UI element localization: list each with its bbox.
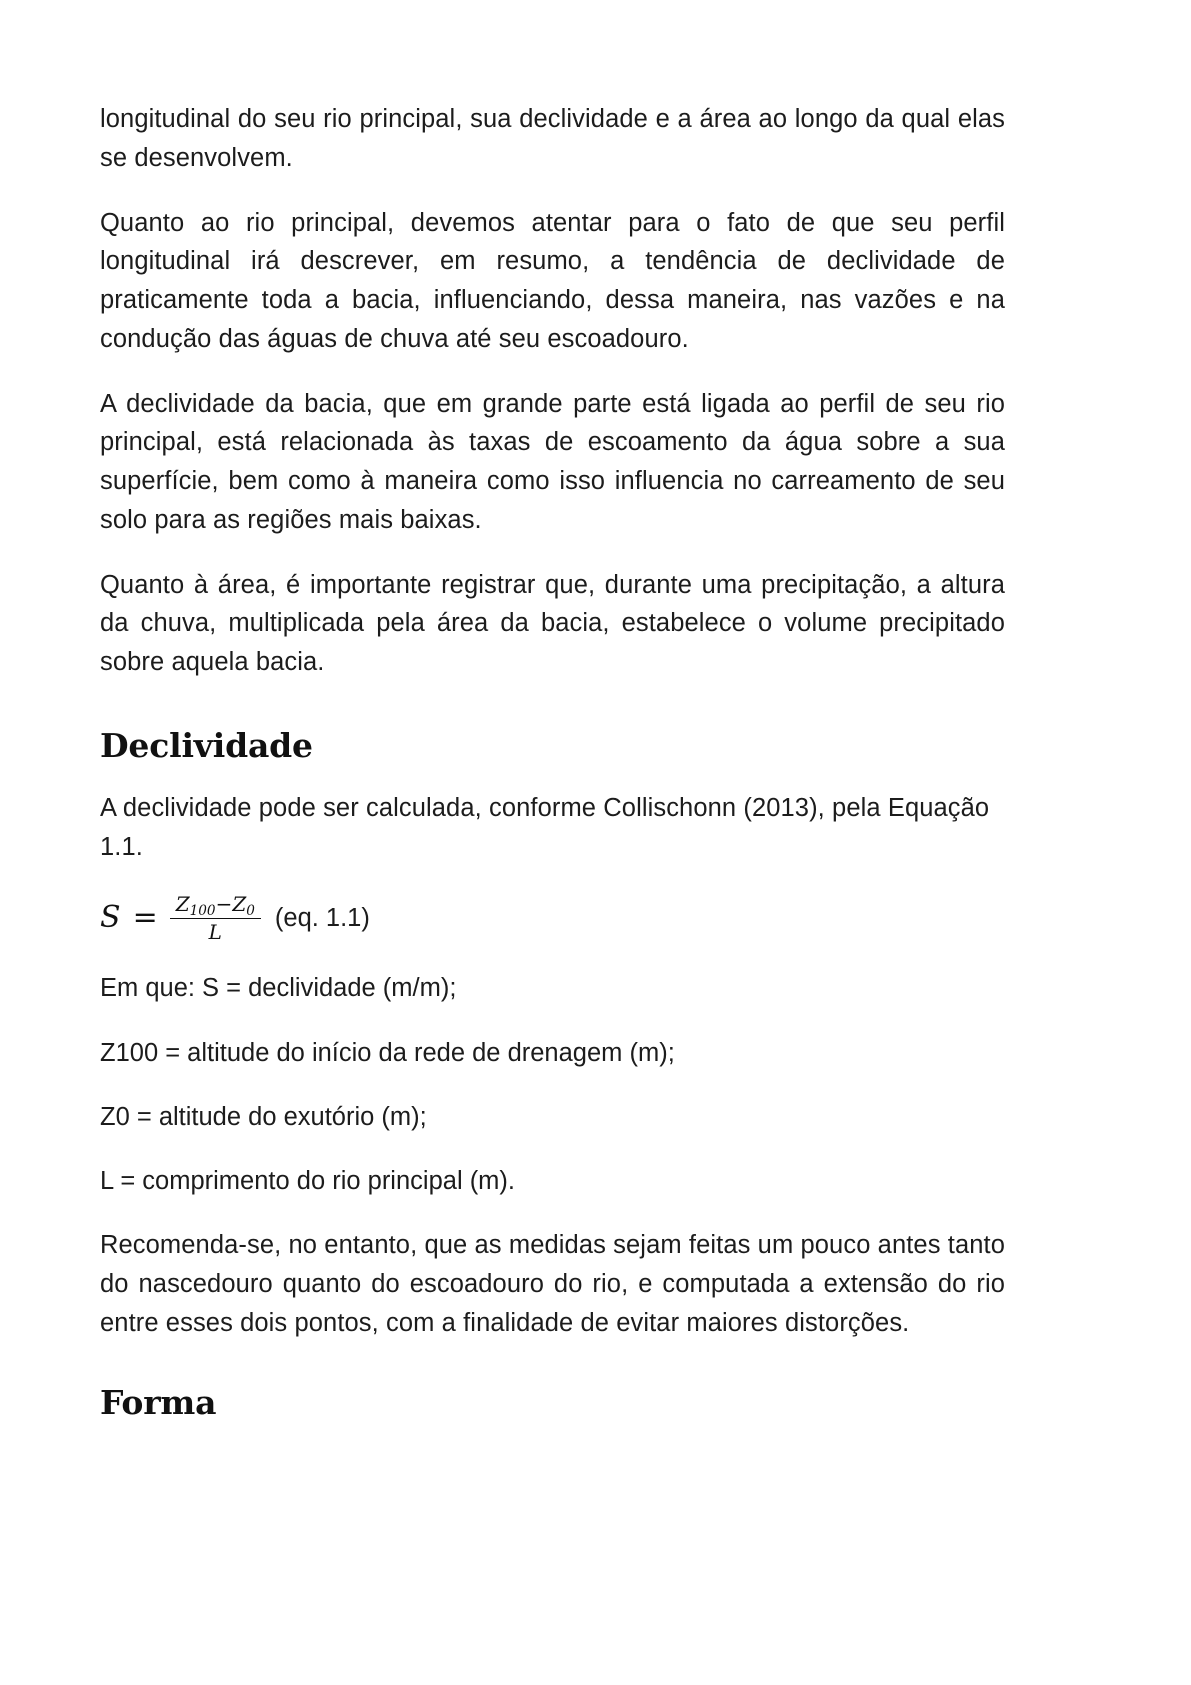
definition-s: Em que: S = declividade (m/m);	[100, 974, 457, 1003]
numerator-sub-100: 100	[189, 903, 216, 920]
paragraph-continuation: longitudinal do seu rio principal, sua declividade e a área ao longo da qual elas se desenvolvem.	[100, 105, 1005, 172]
definition-z100: Z100 = altitude do início da rede de drenagem (m);	[100, 1038, 675, 1067]
paragraph-recommendation: Recomenda-se, no entanto, que as medidas sejam feitas um pouco antes tanto do nascedouro quanto do escoadouro do rio, e computada a extensão do rio entre esses dois pontos, com a finalidade de evitar maiores distorções.	[100, 1231, 1005, 1337]
definition-l: L = comprimento do rio principal (m).	[100, 1167, 515, 1195]
heading-forma: Forma	[100, 1382, 217, 1422]
paragraph-area: Quanto à área, é importante registrar que, durante uma precipitação, a altura da chuva, multiplicada pela área da bacia, estabelece o volume precipitado sobre aquela bacia.	[100, 570, 1005, 676]
definition-list	[100, 969, 1005, 1200]
numerator-sub-0: 0	[246, 903, 255, 920]
equation-equals-sign: =	[132, 900, 158, 936]
equation-numerator	[170, 893, 261, 918]
equation-denominator: L	[170, 918, 261, 944]
paragraph-rio-principal: Quanto ao rio principal, devemos atentar para o fato de que seu perfil longitudinal irá descrever, em resumo, a tendência de declividade de praticamente toda a bacia, influenciando, dessa maneira, nas vazões e na condução das águas de chuva até seu escoadouro.	[100, 208, 1005, 353]
equation-left-symbol: S	[100, 900, 121, 936]
equation-1-1	[100, 892, 1005, 943]
equation-label: (eq. 1.1)	[274, 903, 370, 932]
paragraph-equation-intro: A declividade pode ser calculada, conforme Collischonn (2013), pela Equação 1.1.	[100, 793, 990, 861]
numerator-term-z100: Z	[175, 892, 190, 917]
equation-expression	[100, 892, 261, 943]
definition-z0: Z0 = altitude do exutório (m);	[100, 1102, 427, 1131]
heading-declividade: Declividade	[100, 725, 313, 765]
document-content	[100, 100, 1005, 1422]
paragraph-declividade-bacia: A declividade da bacia, que em grande parte está ligada ao perfil de seu rio principal, está relacionada às taxas de escoamento da água sobre a sua superfície, bem como à maneira como isso influencia no carreamento de seu solo para as regiões mais baixas.	[100, 389, 1005, 534]
numerator-minus: −	[215, 892, 233, 917]
equation-fraction	[170, 893, 261, 944]
numerator-term-z0: Z	[232, 892, 247, 917]
